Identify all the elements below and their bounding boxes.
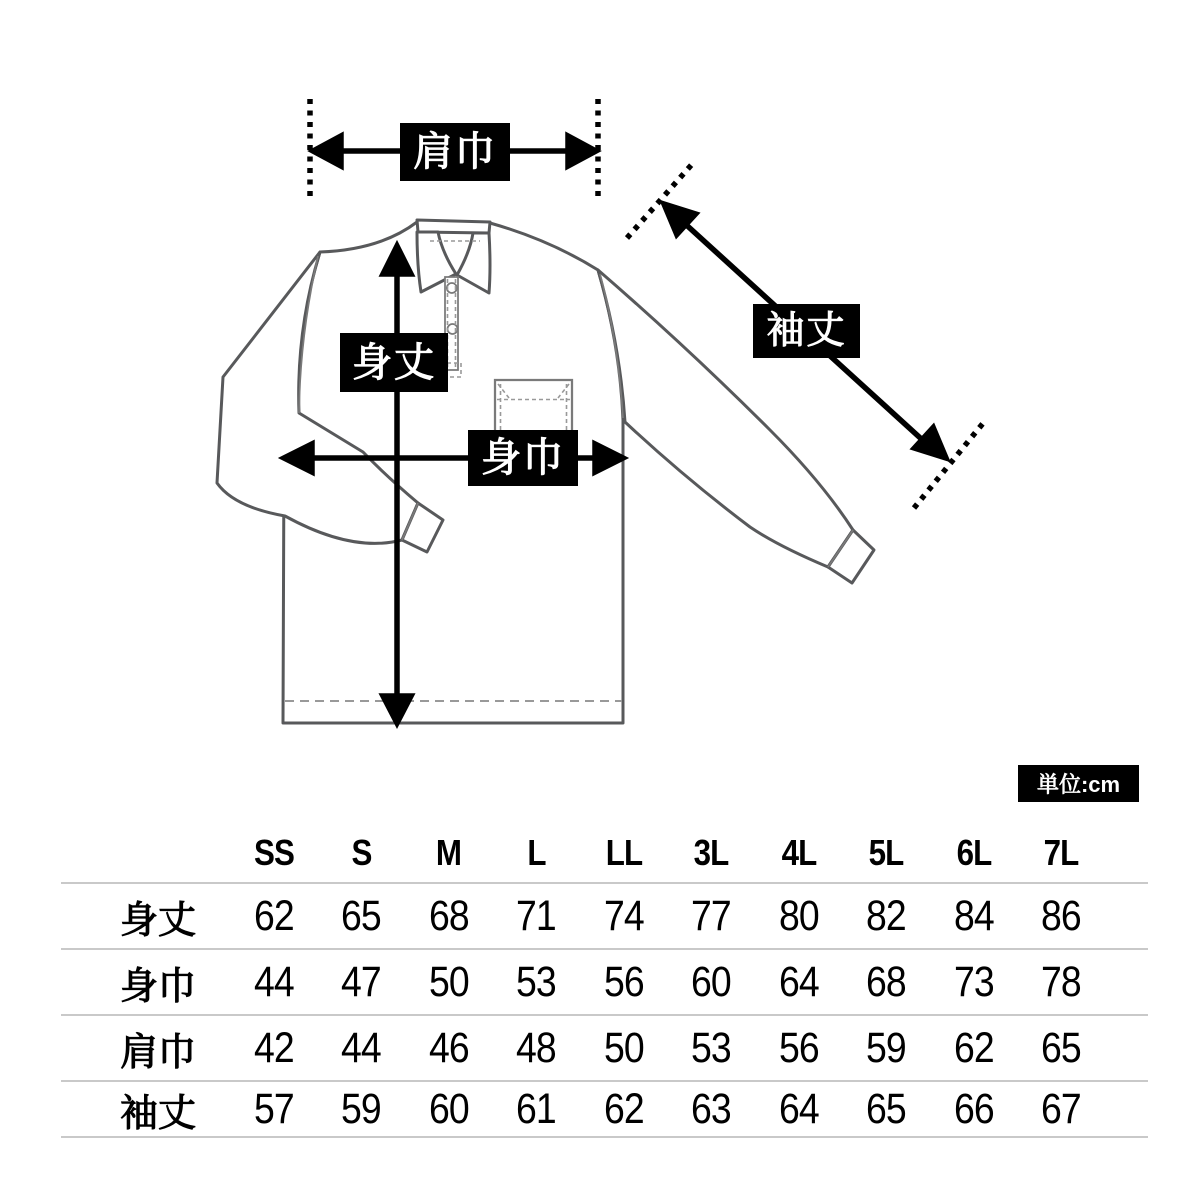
col-header: L [527,832,546,873]
cell: 62 [253,891,294,940]
cell: 77 [691,891,732,940]
table-row-body-width [61,950,1148,1016]
cell: 68 [866,957,907,1006]
cell: 50 [428,957,469,1006]
cell: 80 [778,891,819,940]
cell: 61 [516,1084,557,1133]
label-body-length: 身丈 [340,333,448,392]
col-header: 3L [693,832,729,873]
cell: 60 [428,1084,469,1133]
col-header: SS [253,832,294,873]
table-row-sleeve-length [61,1082,1148,1138]
row-label: 身巾 [120,965,197,1008]
unit-badge: 単位:cm [1018,765,1139,802]
cell: 48 [516,1023,557,1072]
col-header: S [351,832,372,873]
cell: 53 [691,1023,732,1072]
cell: 74 [603,891,644,940]
cell: 82 [866,891,907,940]
cell: 62 [953,1023,994,1072]
cell: 66 [953,1084,994,1133]
cell: 59 [866,1023,907,1072]
cell: 71 [516,891,557,940]
row-label: 身丈 [120,899,197,942]
cell: 65 [866,1084,907,1133]
cell: 65 [341,891,382,940]
cell: 63 [691,1084,732,1133]
row-label: 袖丈 [120,1092,197,1135]
cell: 84 [953,891,994,940]
cell: 67 [1041,1084,1082,1133]
label-body-width: 身巾 [468,430,578,486]
cell: 44 [253,957,294,1006]
table-header-row [61,824,1148,884]
cell: 56 [603,957,644,1006]
cell: 86 [1041,891,1082,940]
table-row-body-length [61,884,1148,950]
table-row-shoulder-width [61,1016,1148,1082]
col-header: 4L [781,832,817,873]
cell: 59 [341,1084,382,1133]
cell: 44 [341,1023,382,1072]
cell: 65 [1041,1023,1082,1072]
arrowhead-downright-icon [914,428,946,459]
cell: 78 [1041,957,1082,1006]
label-shoulder-width: 肩巾 [400,123,510,181]
arrowhead-right-icon [568,136,596,166]
cell: 73 [953,957,994,1006]
cell: 56 [778,1023,819,1072]
row-label: 肩巾 [120,1031,197,1074]
cell: 68 [428,891,469,940]
col-header: 6L [956,832,992,873]
col-header: M [436,832,462,873]
cell: 57 [253,1084,294,1133]
cell: 53 [516,957,557,1006]
cell: 42 [253,1023,294,1072]
cell: 64 [778,957,819,1006]
col-header: 5L [868,832,904,873]
cell: 46 [428,1023,469,1072]
arrowhead-left-icon [313,136,341,166]
label-sleeve-length: 袖丈 [753,304,860,358]
col-header: LL [605,832,643,873]
cell: 60 [691,957,732,1006]
cell: 62 [603,1084,644,1133]
size-table [61,824,1148,1138]
cell: 64 [778,1084,819,1133]
cell: 47 [341,957,382,1006]
cell: 50 [603,1023,644,1072]
col-header: 7L [1043,832,1079,873]
